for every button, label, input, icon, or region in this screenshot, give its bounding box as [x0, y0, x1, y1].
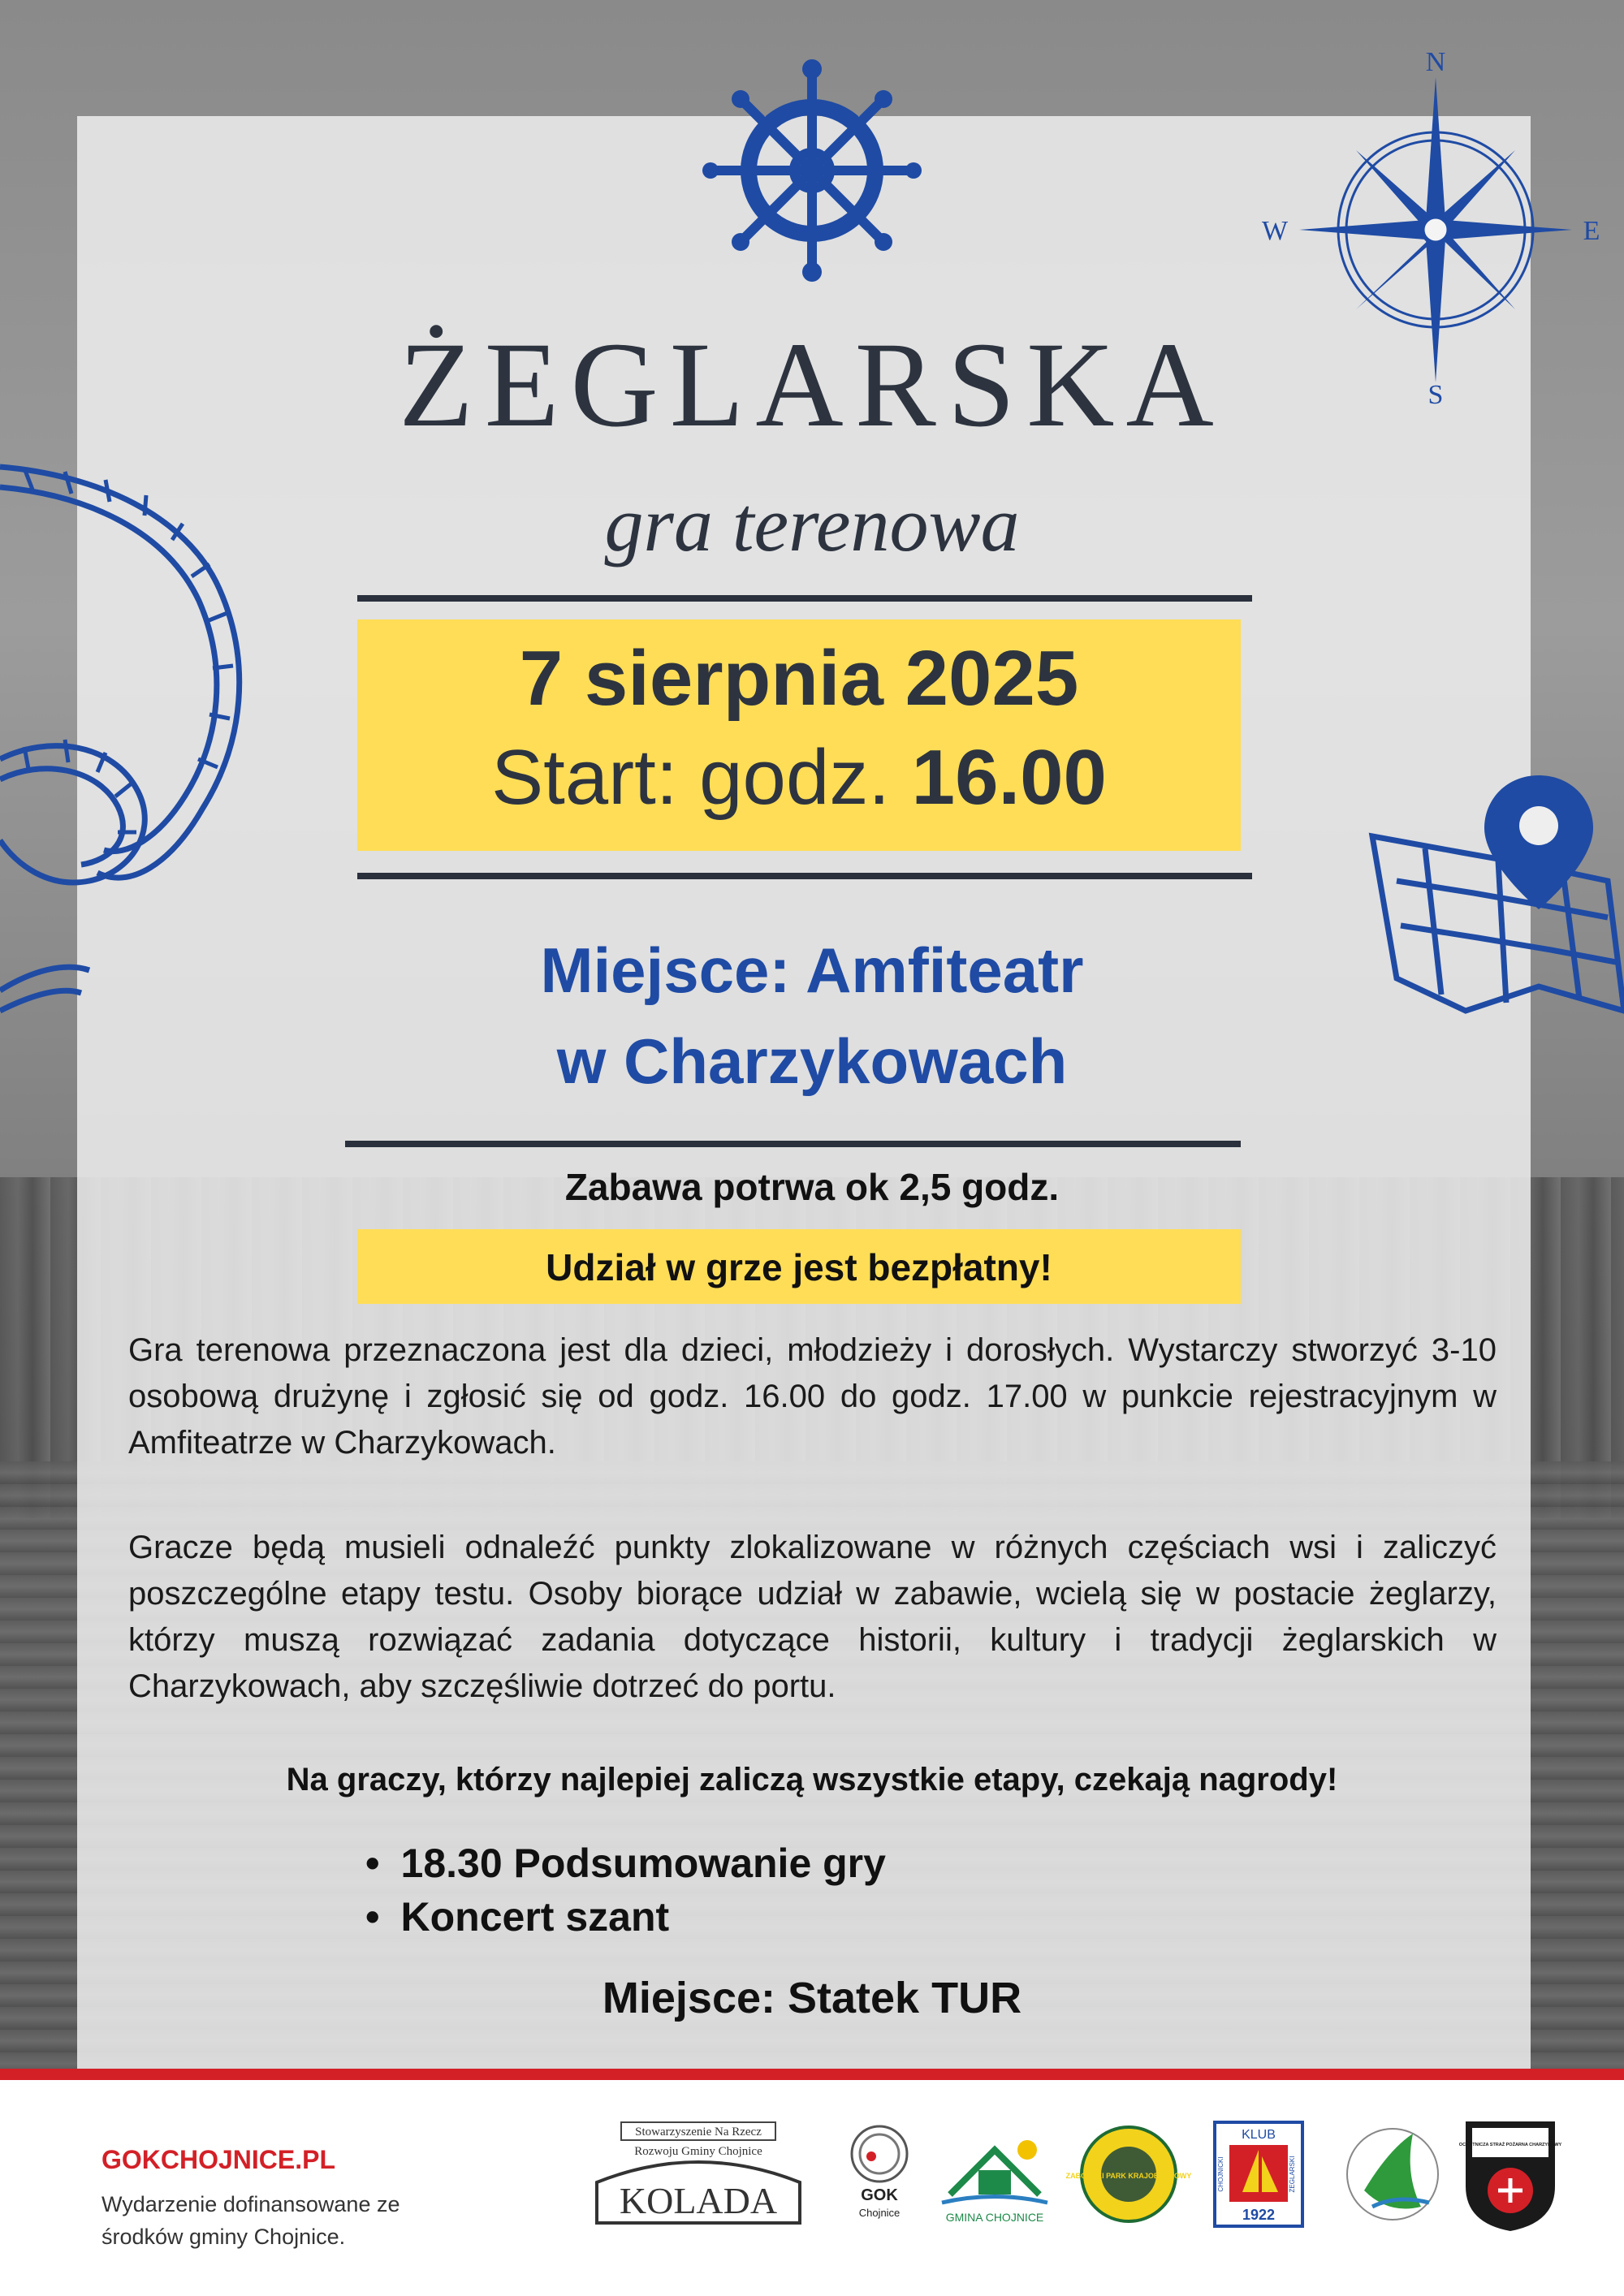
footer-red-bar [0, 2069, 1624, 2080]
gmina-label: GMINA CHOJNICE [945, 2210, 1044, 2224]
koladka-mid-text: Rozwoju Gminy Chojnice [634, 2144, 762, 2158]
koladka-logo [589, 2103, 808, 2245]
website-link[interactable]: GOKCHOJNICE.PL [102, 2145, 336, 2174]
gmina-chojnice-logo [934, 2103, 1056, 2245]
list-item: • 18.30 Podsumowanie gry [365, 1836, 886, 1890]
klub-zeglarski-logo [1206, 2103, 1311, 2245]
place-line-1: Miejsce: Amfiteatr [540, 934, 1084, 1006]
events-list [365, 1836, 886, 1944]
ship-wheel-icon [706, 61, 918, 280]
page-subtitle: gra terenowa [604, 481, 1020, 568]
date-box [357, 619, 1241, 851]
free-entry-box [357, 1229, 1241, 1304]
compass-n-label: N [1425, 47, 1446, 77]
centrum-edukacji-logo [1340, 2103, 1445, 2245]
compass-w-label: W [1261, 216, 1289, 246]
osp-label: OCHOTNICZA STRAŻ POŻARNA CHARZYKOWY [1458, 2142, 1562, 2147]
osp-charzykowy-logo [1458, 2103, 1563, 2245]
funding-note: Wydarzenie dofinansowane ze środków gminy Chojnice. [102, 2192, 400, 2249]
koladka-name: KOLADA [619, 2179, 778, 2221]
zaborski-park-logo [1065, 2103, 1192, 2245]
page-title: ŻEGLARSKA [399, 317, 1225, 452]
list-item: • Koncert szant [365, 1890, 886, 1944]
klub-year: 1922 [1242, 2206, 1276, 2223]
gok-label: GOK [861, 2186, 898, 2204]
event-date: 7 sierpnia 2025 [519, 635, 1079, 722]
description-paragraph-2: Gracze będą musieli odnaleźć punkty zlokalizowane w różnych częściach wsi i zaliczyć poszczególne etapy testu. Osoby biorące udział w zabawie, wcielą się w postacie żeglarzy, którzy muszą rozwiązać zadania dotyczące historii, kultury i tradycji żeglarskich w Charzykowach, aby szczęśliwie dotrzeć do portu. [128, 1530, 1497, 1704]
start-prefix: Start: godz. [491, 734, 890, 821]
zaborski-label: ZABORSKI PARK KRAJOBRAZOWY [1065, 2171, 1192, 2180]
prize-text: Na graczy, którzy najlepiej zaliczą wszystkie etapy, czekają nagrody! [286, 1762, 1338, 1798]
free-entry-text: Udział w grze jest bezpłatny! [546, 1246, 1052, 1288]
gok-logo [839, 2103, 920, 2245]
start-time [357, 733, 1241, 822]
place-line-2: w Charzykowach [556, 1025, 1068, 1097]
koladka-top-text: Stowarzyszenie Na Rzecz [635, 2125, 762, 2138]
divider [345, 1141, 1241, 1147]
divider [357, 595, 1252, 602]
gok-sub-label: Chojnice [858, 2206, 901, 2219]
divider [357, 873, 1252, 879]
description-paragraph-1: Gra terenowa przeznaczona jest dla dzieci, młodzieży i dorosłych. Wystarczy stworzyć 3-10 osobową drużynę i zgłosić się od godz. 16.00 do godz. 17.00 w punkcie rejestracyjnym w Amfiteatrze w Charzykowach. [128, 1332, 1497, 1461]
klub-left-label: CHOJNICKI [1217, 2156, 1224, 2192]
compass-s-label: S [1427, 380, 1444, 410]
compass-e-label: E [1583, 216, 1600, 246]
duration-text: Zabawa potrwa ok 2,5 godz. [564, 1166, 1060, 1208]
klub-top-label: KLUB [1242, 2127, 1276, 2142]
start-hour: 16.00 [911, 734, 1107, 821]
ship-location: Miejsce: Statek TUR [602, 1974, 1022, 2022]
klub-right-label: ŻEGLARSKI [1289, 2156, 1296, 2192]
